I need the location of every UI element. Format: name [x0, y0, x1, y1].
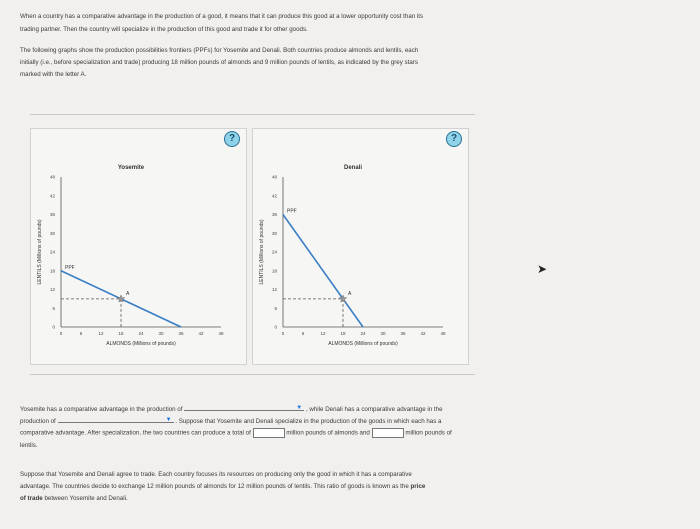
ppf-label: PPF — [287, 208, 297, 215]
question-line-3 — [20, 428, 452, 439]
x-tick-label: 42 — [420, 331, 426, 336]
y-tick-label: 42 — [271, 193, 277, 199]
para2-line-3 — [20, 494, 128, 504]
y-tick-label: 12 — [271, 287, 277, 292]
x-tick-label: 6 — [301, 331, 305, 336]
y-tick-label: 48 — [271, 174, 277, 180]
y-tick-label: 18 — [271, 268, 277, 274]
intro-line-3: The following graphs show the production possibilities frontiers (PPFs) for Yosemite and Denali. Both countries produce almonds and lentils, each — [20, 47, 419, 54]
para2-bold-price: price — [410, 483, 426, 490]
ppf-line — [283, 215, 363, 328]
x-tick-label: 48 — [218, 331, 224, 336]
help-icon[interactable]: ? — [446, 131, 462, 147]
y-tick-label: 0 — [52, 324, 55, 330]
x-tick-label: 42 — [198, 331, 204, 336]
y-tick-label: 36 — [49, 212, 55, 217]
x-tick-label: 12 — [98, 331, 104, 336]
intro-line-2: trading partner. Then the country will specialize in the production of this good and trade it for other goods. — [20, 26, 308, 33]
intro-line-1: When a country has a comparative advantage in the production of a good, it means that it can produce this good at a lower opportunity cost than its — [20, 13, 424, 20]
divider-top — [30, 114, 475, 115]
y-axis-label: LENTILS (Millions of pounds) — [37, 219, 43, 285]
question-text-d: . Suppose that Yosemite and Denali specialize in the production of the goods in which each has a — [175, 418, 442, 425]
x-tick-label: 6 — [79, 331, 83, 336]
intro-line-4: initially (i.e., before specialization and trade) producing 18 million pounds of almonds and 9 million pounds of lentils, as indicated by the grey stars — [20, 59, 418, 66]
question-line-4: lentils. — [20, 442, 38, 449]
x-tick-label: 30 — [380, 331, 386, 336]
y-tick-label: 36 — [271, 212, 277, 217]
x-axis-label: ALMONDS (Millions of pounds) — [106, 341, 176, 347]
graph-yosemite — [30, 128, 247, 365]
total-lentils-input[interactable] — [372, 428, 404, 438]
x-tick-label: 36 — [400, 331, 406, 336]
y-tick-label: 6 — [52, 305, 55, 311]
y-tick-label: 12 — [49, 287, 55, 292]
y-tick-label: 24 — [49, 249, 55, 255]
chart-yosemite — [31, 129, 246, 364]
question-text-b: , while Denali has a comparative advantage in the — [305, 406, 443, 413]
chart-title: Yosemite — [117, 165, 145, 171]
ppf-label: PPF — [65, 264, 75, 271]
y-axis-label: LENTILS (Millions of pounds) — [259, 219, 265, 285]
graph-denali — [252, 128, 469, 365]
x-tick-label: 12 — [320, 331, 326, 336]
x-tick-label: 18 — [118, 331, 124, 336]
chevron-down-icon: ▼ — [296, 405, 303, 411]
x-tick-label: 30 — [158, 331, 164, 336]
y-tick-label: 0 — [274, 324, 277, 330]
para2-text: advantage. The countries decide to exchange 12 million pounds of almonds for 12 million pounds of lentils. This ratio of goods is known as the — [20, 483, 409, 490]
y-tick-label: 42 — [49, 193, 55, 199]
question-line-2 — [20, 414, 442, 427]
x-tick-label: 48 — [440, 331, 446, 336]
x-tick-label: 0 — [281, 331, 285, 336]
divider-mid — [30, 374, 475, 375]
x-tick-label: 18 — [340, 331, 346, 336]
point-a-label: A — [348, 290, 352, 297]
para2-line-1: Suppose that Yosemite and Denali agree to trade. Each country focuses its resources on producing only the good in which it has a comparative — [20, 471, 412, 478]
chart-title: Denali — [343, 165, 363, 171]
para2-line-2 — [20, 482, 425, 492]
question-text-g: million pounds of — [405, 429, 452, 437]
help-icon[interactable]: ? — [224, 131, 240, 147]
y-tick-label: 48 — [49, 174, 55, 180]
question-text-a: Yosemite has a comparative advantage in the production of — [20, 406, 183, 413]
x-axis-label: ALMONDS (Millions of pounds) — [328, 341, 398, 347]
question-text-e: comparative advantage. After specialization, the two countries can produce a total of — [20, 429, 251, 437]
para2-text-rest: between Yosemite and Denali. — [44, 495, 128, 502]
y-tick-label: 30 — [271, 230, 277, 236]
total-almonds-input[interactable] — [253, 428, 285, 438]
comparative-advantage-denali-dropdown[interactable] — [58, 414, 174, 423]
x-tick-label: 24 — [138, 331, 144, 336]
para2-bold-of-trade: of trade — [20, 495, 43, 502]
chevron-down-icon: ▼ — [165, 417, 172, 423]
comparative-advantage-yosemite-dropdown[interactable] — [184, 402, 304, 411]
y-tick-label: 24 — [271, 249, 277, 255]
y-tick-label: 6 — [274, 305, 277, 311]
x-tick-label: 24 — [360, 331, 366, 336]
cursor-icon: ➤ — [537, 262, 548, 276]
y-tick-label: 30 — [49, 230, 55, 236]
point-a-label: A — [126, 290, 130, 297]
x-tick-label: 0 — [59, 331, 63, 336]
chart-denali — [253, 129, 468, 364]
x-tick-label: 36 — [178, 331, 184, 336]
question-text-f: million pounds of almonds and — [286, 429, 370, 437]
question-text-c: production of — [20, 418, 56, 425]
intro-line-5: marked with the letter A. — [20, 71, 87, 78]
y-tick-label: 18 — [49, 268, 55, 274]
